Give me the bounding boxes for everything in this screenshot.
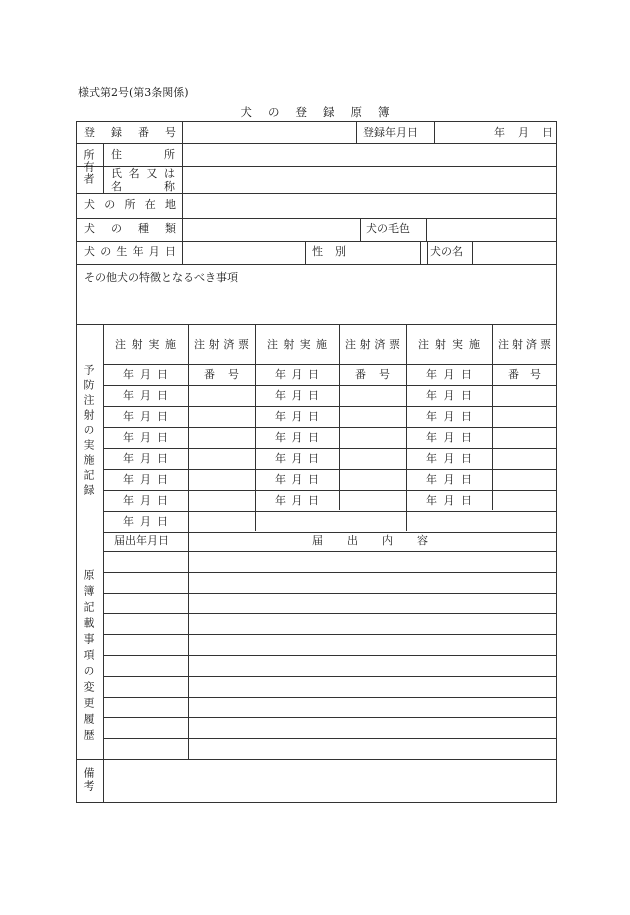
injection-cell[interactable] — [256, 512, 339, 532]
title-char: 原 — [350, 105, 362, 119]
injection-cell[interactable] — [340, 428, 406, 448]
remarks-label: 備考 — [82, 767, 95, 793]
col-rule — [360, 218, 361, 241]
injection-cell[interactable] — [493, 512, 557, 532]
injection-cell[interactable] — [407, 512, 492, 532]
injection-cell[interactable] — [407, 470, 492, 490]
registration-number-label: 登 録 番 号 — [84, 126, 176, 139]
injection-cell[interactable] — [104, 407, 188, 427]
title-char: 犬 — [240, 105, 252, 119]
form-code: 様式第2号(第3条関係) — [78, 86, 189, 99]
changes-date-cell[interactable] — [104, 698, 187, 718]
injection-cell[interactable] — [256, 491, 339, 511]
title-char: の — [268, 105, 280, 119]
injection-header-rule — [103, 364, 557, 365]
injection-row-date: 年 月 日 — [123, 452, 168, 465]
changes-date-cell[interactable] — [104, 635, 187, 655]
injection-cell[interactable] — [493, 386, 557, 406]
injection-cell[interactable] — [104, 470, 188, 490]
injection-row-rule — [103, 532, 557, 533]
changes-content-cell[interactable] — [189, 739, 556, 759]
changes-date-cell[interactable] — [104, 614, 187, 634]
injection-date-units: 年 月 日 — [123, 368, 168, 381]
changes-date-cell[interactable] — [104, 718, 187, 738]
injection-cell[interactable] — [493, 428, 557, 448]
outer-left — [76, 121, 77, 803]
injection-header-stamp: 注 射 済 票 — [194, 338, 249, 351]
injection-row-date: 年 月 日 — [275, 494, 319, 507]
injection-cell[interactable] — [189, 470, 255, 490]
injection-row-date: 年 月 日 — [275, 431, 319, 444]
date-unit-day: 日 — [542, 126, 553, 139]
title-char: 登 — [295, 105, 307, 119]
changes-date-header: 届出年月日 — [114, 534, 169, 547]
registration-date-label: 登録年月日 — [363, 126, 418, 139]
injection-row-date: 年 月 日 — [275, 389, 319, 402]
injection-cell[interactable] — [104, 386, 188, 406]
injection-header-stamp: 注 射 済 票 — [498, 338, 551, 351]
changes-date-cell[interactable] — [104, 677, 187, 697]
injection-cell[interactable] — [340, 470, 406, 490]
injection-cell[interactable] — [104, 512, 188, 532]
changes-content-cell[interactable] — [189, 614, 556, 634]
col-rule — [420, 241, 421, 264]
title-char: 録 — [323, 105, 335, 119]
injection-date-units: 年 月 日 — [275, 368, 319, 381]
injection-cell[interactable] — [493, 449, 557, 469]
injection-row-date: 年 月 日 — [426, 452, 472, 465]
dog-breed-field[interactable] — [183, 219, 359, 240]
injection-date-units: 年 月 日 — [426, 368, 472, 381]
changes-content-cell[interactable] — [189, 656, 556, 676]
changes-date-cell[interactable] — [104, 594, 187, 614]
dog-name-label: 犬の名 — [430, 245, 463, 258]
injection-cell[interactable] — [407, 407, 492, 427]
changes-content-cell[interactable] — [189, 552, 556, 572]
injection-group-label: 予防注射の実施記録 — [82, 364, 95, 499]
injection-row-date: 年 月 日 — [123, 494, 168, 507]
injection-cell[interactable] — [340, 407, 406, 427]
injection-cell[interactable] — [189, 407, 255, 427]
injection-number-label: 番 号 — [355, 368, 390, 381]
dog-sex-field[interactable] — [354, 242, 419, 263]
injection-header-stamp: 注 射 済 票 — [345, 338, 400, 351]
registry-sheet — [76, 121, 557, 803]
changes-group-label: 原簿記載事項の変更履歴 — [82, 569, 95, 745]
injection-row-date: 年 月 日 — [426, 389, 472, 402]
injection-cell[interactable] — [189, 386, 255, 406]
injection-cell[interactable] — [256, 386, 339, 406]
owner-name-label-2: 名 称 — [111, 180, 175, 193]
injection-number-label: 番 号 — [204, 368, 239, 381]
injection-cell[interactable] — [256, 428, 339, 448]
injection-row-date: 年 月 日 — [426, 431, 472, 444]
dog-birth-field[interactable] — [183, 242, 304, 263]
dog-birth-label: 犬 の 生 年 月 日 — [84, 245, 176, 258]
injection-cell[interactable] — [493, 407, 557, 427]
owner-address-label: 住 所 — [111, 148, 175, 161]
injection-cell[interactable] — [340, 449, 406, 469]
remarks-field[interactable] — [104, 760, 556, 802]
changes-content-cell[interactable] — [189, 635, 556, 655]
injection-row-date: 年 月 日 — [275, 473, 319, 486]
col-rule — [356, 121, 357, 143]
changes-content-cell[interactable] — [189, 698, 556, 718]
injection-row-date: 年 月 日 — [426, 494, 472, 507]
changes-content-cell[interactable] — [189, 573, 556, 593]
injection-cell[interactable] — [256, 449, 339, 469]
injection-cell[interactable] — [256, 470, 339, 490]
injection-header-done: 注 射 実 施 — [115, 338, 176, 351]
date-unit-month: 月 — [518, 126, 529, 139]
changes-content-cell[interactable] — [189, 718, 556, 738]
injection-cell[interactable] — [407, 449, 492, 469]
injection-cell[interactable] — [407, 428, 492, 448]
dog-location-label: 犬 の 所 在 地 — [84, 198, 176, 211]
injection-cell[interactable] — [340, 491, 406, 511]
injection-number-label: 番 号 — [508, 368, 541, 381]
changes-date-cell[interactable] — [104, 739, 187, 759]
registration-number-field[interactable] — [183, 122, 355, 143]
owner-address-field[interactable] — [183, 144, 556, 165]
injection-cell[interactable] — [407, 491, 492, 511]
injection-row-date: 年 月 日 — [123, 389, 168, 402]
injection-cell[interactable] — [340, 512, 406, 532]
injection-cell[interactable] — [104, 428, 188, 448]
title-char: 簿 — [378, 105, 390, 119]
page-title — [0, 104, 630, 120]
dog-sex-label: 性 別 — [312, 245, 346, 258]
owner-name-label-1: 氏 名 又 は — [111, 167, 175, 180]
changes-date-cell[interactable] — [104, 656, 187, 676]
injection-header-done: 注 射 実 施 — [267, 338, 327, 351]
dog-coat-field[interactable] — [427, 219, 556, 240]
dog-location-field[interactable] — [183, 194, 556, 217]
row-rule — [76, 324, 557, 325]
injection-cell[interactable] — [104, 449, 188, 469]
owner-col-rule — [103, 143, 104, 193]
injection-cell[interactable] — [340, 386, 406, 406]
injection-row-date: 年 月 日 — [123, 431, 168, 444]
dog-coat-label: 犬の毛色 — [366, 222, 410, 235]
dog-features-label: その他犬の特徴となるべき事項 — [84, 271, 238, 284]
injection-row-date: 年 月 日 — [123, 410, 168, 423]
changes-date-cell[interactable] — [104, 552, 187, 572]
date-unit-year: 年 — [494, 126, 505, 139]
injection-row-date: 年 月 日 — [426, 473, 472, 486]
dog-name-field[interactable] — [473, 242, 556, 263]
injection-cell[interactable] — [493, 470, 557, 490]
col-rule — [305, 241, 306, 264]
injection-cell[interactable] — [189, 512, 255, 532]
injection-cell[interactable] — [493, 491, 557, 511]
injection-header-done: 注 射 実 施 — [418, 338, 480, 351]
injection-row-date: 年 月 日 — [275, 452, 319, 465]
injection-row-date: 年 月 日 — [123, 515, 168, 528]
injection-row-date: 年 月 日 — [426, 410, 472, 423]
injection-row-date: 年 月 日 — [123, 473, 168, 486]
owner-name-field[interactable] — [183, 167, 556, 192]
outer-bottom — [76, 802, 557, 803]
injection-row-date: 年 月 日 — [275, 410, 319, 423]
owner-group-label: 所有者 — [82, 149, 95, 185]
injection-cell[interactable] — [407, 386, 492, 406]
dog-features-field[interactable] — [77, 265, 556, 323]
col-rule — [427, 241, 428, 264]
injection-cell[interactable] — [189, 428, 255, 448]
injection-cell[interactable] — [104, 491, 188, 511]
changes-date-cell[interactable] — [104, 573, 187, 593]
changes-content-header: 届 出 内 容 — [312, 534, 428, 547]
injection-cell[interactable] — [256, 407, 339, 427]
changes-content-cell[interactable] — [189, 594, 556, 614]
injection-cell[interactable] — [189, 449, 255, 469]
changes-content-cell[interactable] — [189, 677, 556, 697]
injection-cell[interactable] — [189, 491, 255, 511]
dog-breed-label: 犬 の 種 類 — [84, 222, 176, 235]
